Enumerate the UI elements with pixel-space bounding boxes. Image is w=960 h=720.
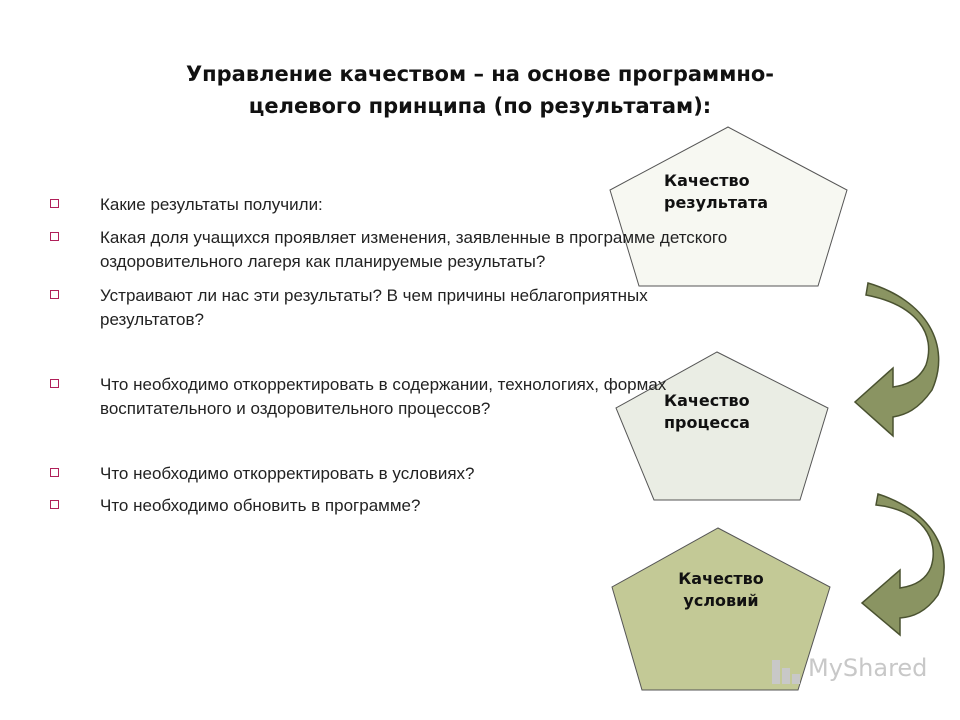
pentagon-process-label-line-2: процесса	[664, 413, 750, 432]
watermark-text: MyShared	[808, 654, 928, 682]
watermark	[770, 654, 927, 682]
slide-title-line-2: целевого принципа (по результатам):	[248, 94, 712, 118]
list-item-line: оздоровительного лагеря как планируемые результаты?	[100, 252, 546, 271]
list-item-line: Устраивают ли нас эти результаты? В чем причины неблагоприятных	[100, 286, 648, 305]
pentagon-conditions-label-line-2: условий	[683, 591, 759, 610]
pentagon-conditions-label-line-1: Качество	[678, 569, 764, 588]
pentagon-process-label-line-1: Качество	[664, 391, 750, 410]
pentagon-result-label-line-1: Качество	[664, 171, 750, 190]
list-item-line: Что необходимо обновить в программе?	[100, 496, 421, 515]
square-bullet-icon	[50, 290, 59, 299]
square-bullet-icon	[50, 500, 59, 509]
square-bullet-icon	[50, 379, 59, 388]
list-item-line: результатов?	[100, 310, 204, 329]
square-bullet-icon	[50, 199, 59, 208]
list-item-line: Что необходимо откорректировать в условиях?	[100, 464, 475, 483]
list-item-line: воспитательного и оздоровительного процессов?	[100, 399, 491, 418]
square-bullet-icon	[50, 232, 59, 241]
list-item-line: Что необходимо откорректировать в содержании, технологиях, формах	[100, 375, 667, 394]
slide-title-line-1: Управление качеством – на основе программно-	[185, 62, 775, 86]
list-item-line: Какие результаты получили:	[100, 195, 323, 214]
list-item-line: Какая доля учащихся проявляет изменения, заявленные в программе детского	[100, 228, 728, 247]
pentagon-result-label-line-2: результата	[664, 193, 769, 212]
square-bullet-icon	[50, 468, 59, 477]
